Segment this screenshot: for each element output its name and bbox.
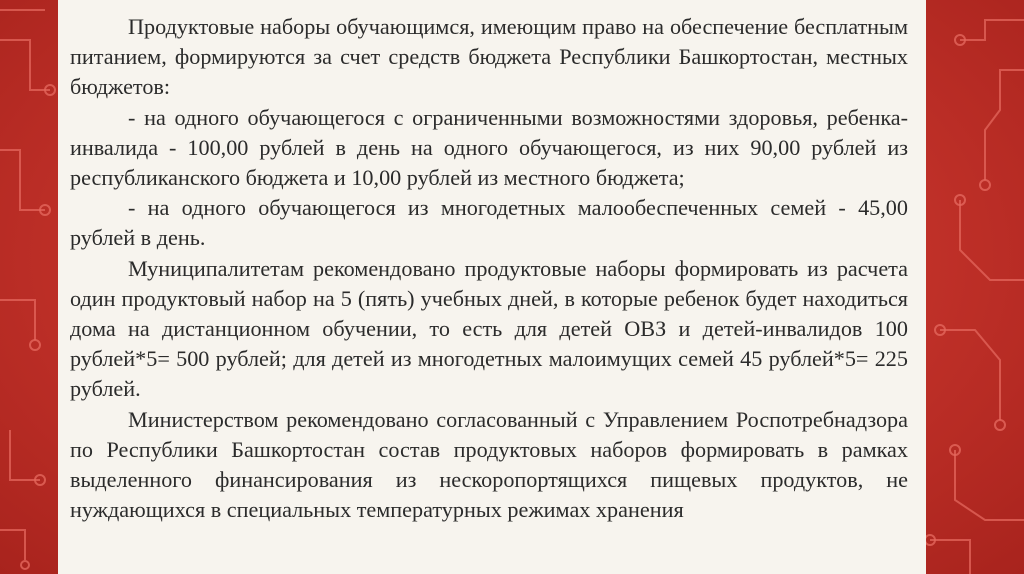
paragraph-disabled-children: - на одного обучающегося с ограниченными возможностями здоровья, ребенка-инвалида - 100,00 рублей в день на одного обучающегося, из них 90,00 рублей из республиканского бюджета и 10,00 рублей из местного бюджета;	[70, 104, 908, 191]
circuit-trace-left-3	[0, 300, 35, 340]
circuit-trace-left-4	[10, 430, 40, 480]
document-text-panel	[58, 0, 926, 574]
circuit-node	[995, 420, 1005, 430]
paragraph-ministry: Министерством рекомендовано согласованный с Управлением Роспотребнадзора по Республики Башкортостан состав продуктовых наборов формировать в рамках выделенного финансирования из нескоропортящихся пищевых продуктов, не нуждающихся в специальных температурных режимах хранения	[70, 406, 908, 523]
circuit-trace-left-1	[0, 40, 50, 90]
paragraph-large-families: - на одного обучающегося из многодетных малообеспеченных семей - 45,00 рублей в день.	[70, 195, 908, 251]
paragraph-municipalities: Муниципалитетам рекомендовано продуктовые наборы формировать из расчета один продуктовый набор на 5 (пять) учебных дней, в которые ребенок будет находиться дома на дистанционном обучении, то есть для детей ОВЗ и детей-инвалидов 100 рублей*5= 500 рублей; для детей из многодетных малоимущих семей 45 рублей*5= 225 рублей.	[70, 255, 908, 402]
circuit-node	[21, 561, 29, 569]
circuit-trace-right-2	[985, 70, 1024, 180]
circuit-trace-right-6	[930, 540, 970, 574]
circuit-trace-right-5	[955, 450, 1024, 520]
circuit-trace-right-3	[960, 200, 1024, 280]
circuit-trace-right-4	[940, 330, 1000, 420]
circuit-node	[980, 180, 990, 190]
paragraph-intro: Продуктовые наборы обучающимся, имеющим право на обеспечение бесплатным питанием, формируются за счет средств бюджета Республики Башкортостан, местных бюджетов:	[70, 14, 908, 100]
circuit-trace-left-2	[0, 150, 45, 210]
circuit-trace-left-5	[0, 530, 25, 560]
circuit-trace-right-1	[960, 20, 1024, 40]
circuit-node	[30, 340, 40, 350]
